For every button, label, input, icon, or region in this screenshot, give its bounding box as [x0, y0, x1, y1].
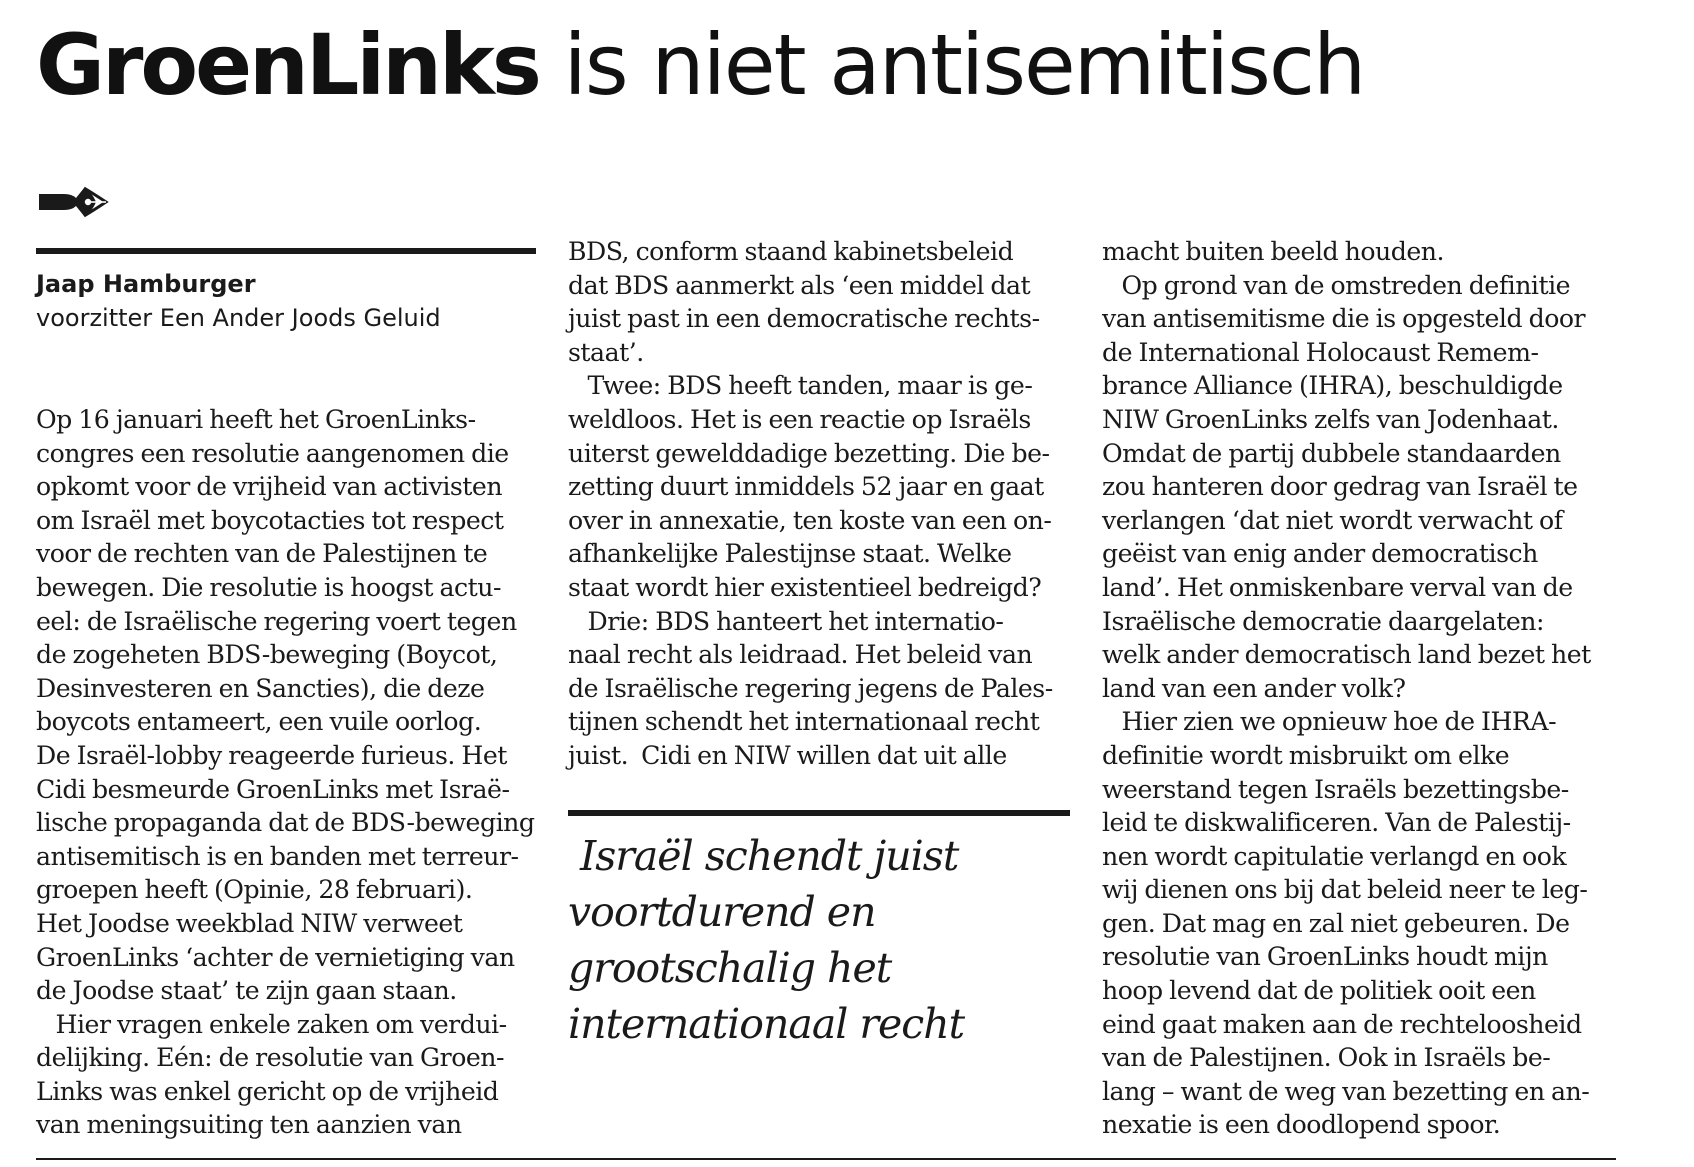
- article-text-line: BDS, conform staand kabinetsbeleid: [568, 237, 1014, 266]
- headline-regular-part: is niet antisemitisch: [538, 16, 1365, 114]
- article-column-2: [568, 235, 1088, 773]
- article-text-line: staat wordt hier existentieel bedreigd?: [568, 572, 1042, 602]
- article-text-line: definitie wordt misbruikt om elke: [1102, 740, 1510, 770]
- article-text-line: leid te diskwalificeren. Van de Palestij-: [1102, 808, 1571, 838]
- fountain-pen-nib-icon: [36, 182, 110, 222]
- article-text-line: staat’.: [568, 337, 644, 367]
- article-text-line: boycots entameert, een vuile oorlog.: [36, 707, 482, 737]
- pull-quote-line: voortdurend en: [568, 888, 876, 936]
- article-text-line: congres een resolutie aangenomen die: [36, 438, 509, 468]
- article-text-line: Hier zien we opnieuw hoe de IHRA-: [1102, 707, 1557, 737]
- article-text-line: Op 16 januari heeft het GroenLinks-: [36, 405, 476, 434]
- pull-quote-divider: [568, 810, 1070, 816]
- article-text-line: Israëlische democratie daargelaten:: [1102, 606, 1544, 636]
- article-column-3: [1102, 235, 1622, 1142]
- article-text-line: Links was enkel gericht op de vrijheid: [36, 1076, 499, 1106]
- article-text-line: Het Joodse weekblad NIW verweet: [36, 908, 463, 938]
- article-text-line: zetting duurt inmiddels 52 jaar en gaat: [568, 472, 1044, 502]
- article-text-line: dat BDS aanmerkt als ‘een middel dat: [568, 270, 1031, 300]
- article-text-line: juist past in een democratische rechts-: [568, 304, 1040, 334]
- article-text-line: welk ander democratisch land bezet het: [1102, 640, 1591, 670]
- article-text-line: Hier vragen enkele zaken om verdui-: [36, 1009, 507, 1039]
- pull-quote-line: Israël schendt juist: [568, 832, 959, 880]
- article-text-line: over in annexatie, ten koste van een on-: [568, 505, 1052, 535]
- article-text-line: afhankelijke Palestijnse staat. Welke: [568, 539, 1012, 569]
- article-text-line: NIW GroenLinks zelfs van Jodenhaat.: [1102, 404, 1559, 434]
- article-text-line: tijnen schendt het internationaal recht: [568, 707, 1040, 737]
- article-text-line: De Israël-lobby reageerde furieus. Het: [36, 740, 507, 770]
- article-text-line: land’. Het onmiskenbare verval van de: [1102, 572, 1573, 602]
- article-text-line: voor de rechten van de Palestijnen te: [36, 539, 488, 569]
- article-column-1: [36, 403, 556, 1142]
- article-text-line: nen wordt capitulatie verlangd en ook: [1102, 841, 1567, 871]
- article-text-line: van antisemitisme die is opgesteld door: [1102, 304, 1586, 334]
- article-text-line: GroenLinks ‘achter de vernietiging van: [36, 942, 515, 972]
- article-text-line: geëist van enig ander democratisch: [1102, 539, 1538, 569]
- article-text-line: delijking. Eén: de resolutie van Groen-: [36, 1043, 505, 1073]
- article-text-line: weldloos. Het is een reactie op Israëls: [568, 404, 1031, 434]
- article-text-line: bewegen. Die resolutie is hoogst actu-: [36, 572, 502, 602]
- article-text-line: nexatie is een doodlopend spoor.: [1102, 1110, 1501, 1140]
- article-text-line: verlangen ‘dat niet wordt verwacht of: [1102, 505, 1563, 535]
- article-text-line: resolutie van GroenLinks houdt mijn: [1102, 942, 1548, 972]
- byline-divider: [36, 248, 536, 254]
- article-text-line: gen. Dat mag en zal niet gebeuren. De: [1102, 908, 1570, 938]
- author-role: voorzitter Een Ander Joods Geluid: [36, 304, 441, 332]
- article-text-line: antisemitisch is en banden met terreur-: [36, 841, 519, 871]
- article-text-line: Omdat de partij dubbele standaarden: [1102, 438, 1561, 468]
- article-text-line: juist. Cidi en NIW willen dat uit alle: [568, 740, 1007, 770]
- article-text-line: Cidi besmeurde GroenLinks met Israë-: [36, 774, 510, 804]
- article-text-line: de zogeheten BDS-beweging (Boycot,: [36, 640, 498, 670]
- bottom-rule: [36, 1158, 1616, 1160]
- author-name: Jaap Hamburger: [36, 270, 256, 298]
- article-text-line: brance Alliance (IHRA), beschuldigde: [1102, 371, 1563, 401]
- article-text-line: eind gaat maken aan de rechteloosheid: [1102, 1009, 1582, 1039]
- article-text-line: Op grond van de omstreden definitie: [1102, 270, 1571, 300]
- article-text-line: opkomt voor de vrijheid van activisten: [36, 472, 503, 502]
- article-text-line: van de Palestijnen. Ook in Israëls be-: [1102, 1043, 1551, 1073]
- article-text-line: macht buiten beeld houden.: [1102, 237, 1444, 266]
- article-text-line: Twee: BDS heeft tanden, maar is ge-: [568, 371, 1033, 401]
- article-text-line: uiterst gewelddadige bezetting. Die be-: [568, 438, 1050, 468]
- article-text-line: zou hanteren door gedrag van Israël te: [1102, 472, 1578, 502]
- article-text-line: lische propaganda dat de BDS-beweging: [36, 808, 535, 838]
- article-text-line: om Israël met boycotacties tot respect: [36, 505, 504, 535]
- article-text-line: lang – want de weg van bezetting en an-: [1102, 1076, 1590, 1106]
- article-text-line: de Israëlische regering jegens de Pales-: [568, 673, 1053, 703]
- article-text-line: land van een ander volk?: [1102, 673, 1406, 703]
- article-text-line: van meningsuiting ten aanzien van: [36, 1110, 462, 1140]
- article-text-line: de International Holocaust Remem-: [1102, 337, 1539, 367]
- headline-bold-part: GroenLinks: [36, 16, 539, 114]
- article-text-line: Drie: BDS hanteert het internatio-: [568, 606, 1004, 636]
- pull-quote-line: grootschalig het: [568, 944, 892, 992]
- article-text-line: Desinvesteren en Sancties), die deze: [36, 673, 485, 703]
- article-text-line: de Joodse staat’ te zijn gaan staan.: [36, 976, 457, 1006]
- article-text-line: hoop levend dat de politiek ooit een: [1102, 976, 1536, 1006]
- article-text-line: weerstand tegen Israëls bezettingsbe-: [1102, 774, 1569, 804]
- article-text-line: eel: de Israëlische regering voert tegen: [36, 606, 517, 636]
- article-text-line: groepen heeft (Opinie, 28 februari).: [36, 875, 473, 905]
- pull-quote-line: internationaal recht: [568, 1000, 965, 1048]
- article-text-line: wij dienen ons bij dat beleid neer te leg-: [1102, 875, 1588, 905]
- headline: [36, 10, 1364, 120]
- pull-quote: [568, 828, 964, 1052]
- article-text-line: naal recht als leidraad. Het beleid van: [568, 640, 1033, 670]
